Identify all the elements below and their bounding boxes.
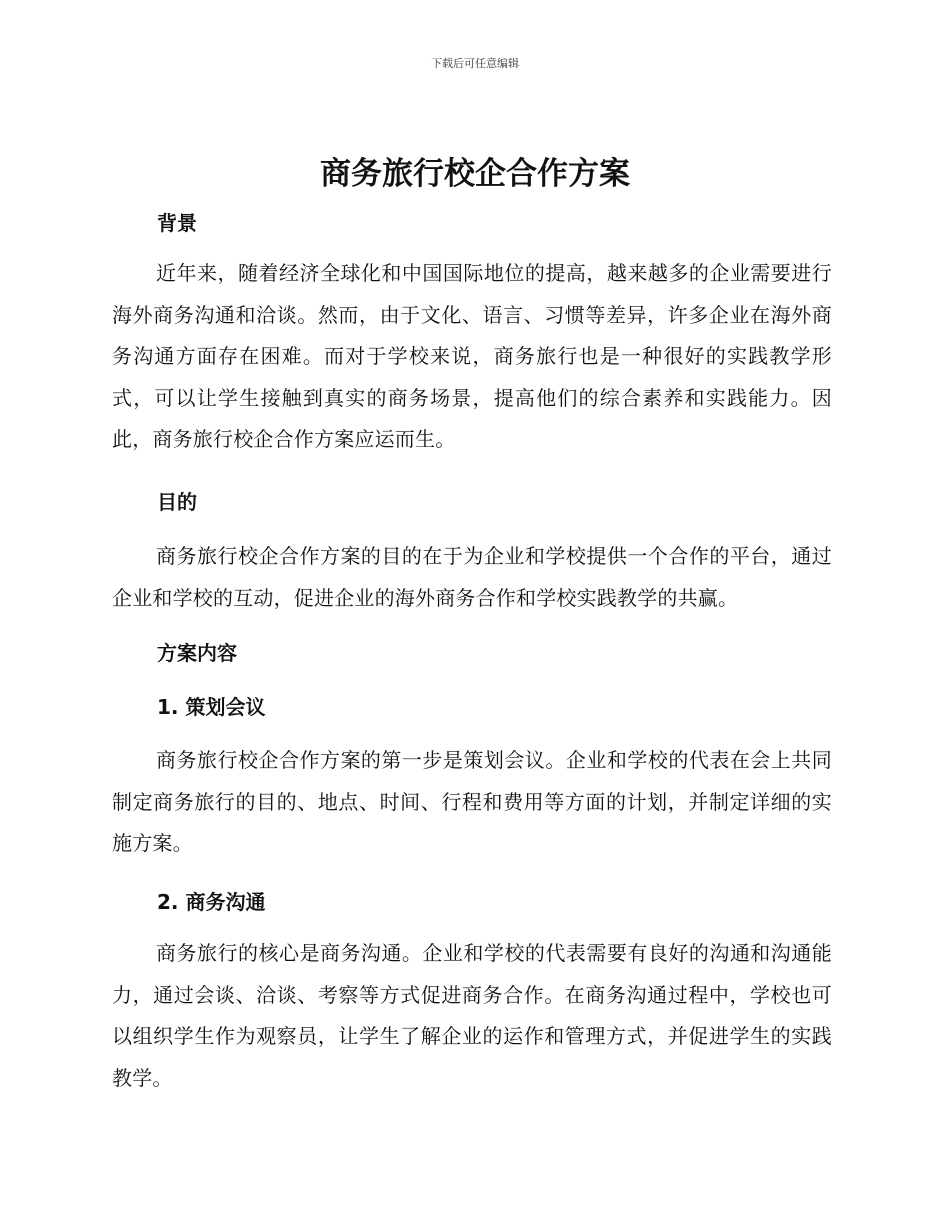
section-paragraph-planning-meeting: 商务旅行校企合作方案的第一步是策划会议。企业和学校的代表在会上共同制定商务旅行的目的、地点、时间、行程和费用等方面的计划，并制定详细的实施方案。: [112, 748, 832, 855]
section-paragraph-purpose: 商务旅行校企合作方案的目的在于为企业和学校提供一个合作的平台，通过企业和学校的互动，促进企业的海外商务合作和学校实践教学的共赢。: [112, 544, 832, 610]
section-heading-planning-meeting: 1. 策划会议: [157, 695, 266, 719]
section-paragraph-background: 近年来，随着经济全球化和中国国际地位的提高，越来越多的企业需要进行海外商务沟通和洽谈。然而，由于文化、语言、习惯等差异，许多企业在海外商务沟通方面存在困难。而对于学校来说，商务旅行也是一种很好的实践教学形式，可以让学生接触到真实的商务场景，提高他们的综合素养和实践能力。因此，商务旅行校企合作方案应运而生。: [112, 261, 832, 451]
section-heading-background: 背景: [157, 211, 197, 235]
section-paragraph-business-communication: 商务旅行的核心是商务沟通。企业和学校的代表需要有良好的沟通和沟通能力，通过会谈、洽谈、考察等方式促进商务合作。在商务沟通过程中，学校也可以组织学生作为观察员，让学生了解企业的运作和管理方式，并促进学生的实践教学。: [112, 941, 832, 1090]
section-heading-business-communication: 2. 商务沟通: [157, 890, 266, 914]
section-heading-purpose: 目的: [157, 490, 197, 514]
section-heading-plan-content: 方案内容: [157, 641, 237, 665]
document-title: 商务旅行校企合作方案: [320, 156, 630, 192]
page-header-note: 下载后可任意编辑: [431, 57, 519, 70]
